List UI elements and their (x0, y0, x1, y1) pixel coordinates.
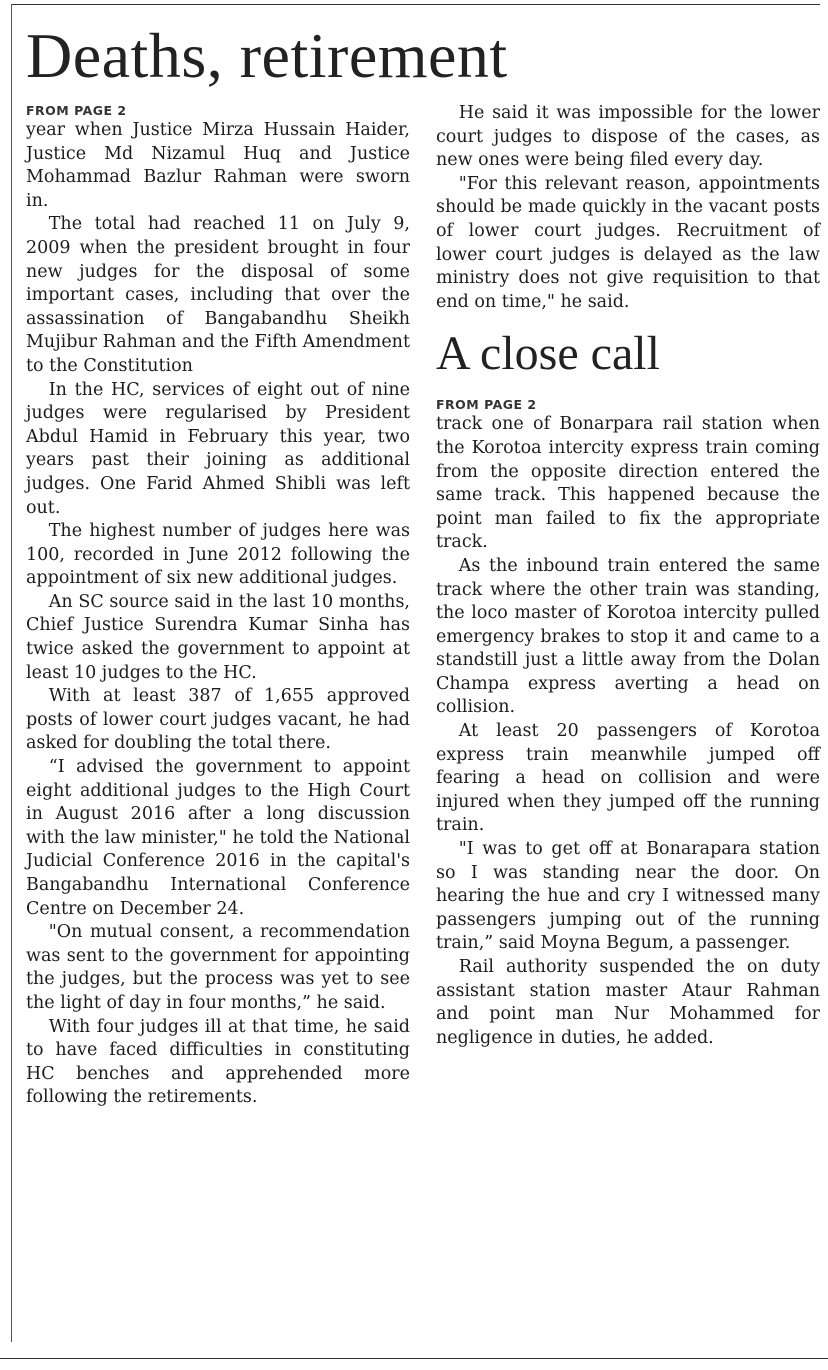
left-column-rule (11, 4, 12, 1342)
deaths-paragraph: With at least 387 of 1,655 approved posts of lower court judges vacant, he had asked for doubling the total there. (26, 686, 410, 754)
close-call-paragraph: "I was to get off at Bonarapara station so I was standing near the door. On hearing the hue and cry I witnessed many passengers jumping out of the running train,” said Moyna Begum, a passenger. (436, 839, 820, 954)
close-call-paragraph: As the inbound train entered the same track where the other train was standing, the loco master of Korotoa intercity pulled emergency brakes to stop it and came to a standstill just a little away from the Dolan Champa express averting a head on collision. (436, 555, 820, 718)
article-column-1 (26, 102, 410, 1110)
close-call-paragraph: At least 20 passengers of Korotoa express train meanwhile jumped off fearing a head on collision and were injured when they jumped off the running train. (436, 721, 820, 836)
top-rule (12, 4, 820, 5)
deaths-from-page-label: FROM PAGE 2 (26, 103, 127, 118)
deaths-paragraph: "On mutual consent, a recommendation was sent to the government for appointing the judges, but the process was yet to see the light of day in four months,” he said. (26, 922, 410, 1013)
deaths-paragraph: “I advised the government to appoint eight additional judges to the High Court in August 2016 after a long discussion with the law minister," he told the National Judicial Conference 2016 in the capital's Bangabandhu International Conference Centre on December 24. (26, 757, 410, 919)
deaths-paragraph: "For this relevant reason, appointments should be made quickly in the vacant posts of lower court judges. Recruitment of lower court judges is delayed as the law ministry does not give requisition to that end on time," he said. (436, 173, 820, 312)
deaths-paragraph: year when Justice Mirza Hussain Haider, Justice Md Nizamul Huq and Justice Mohammad Bazlur Rahman were sworn in. (26, 120, 410, 211)
deaths-paragraph: The highest number of judges here was 100, recorded in June 2012 following the appointment of six new additional judges. (26, 521, 410, 589)
close-call-paragraph: Rail authority suspended the on duty assistant station master Ataur Rahman and point man Nur Mohammed for negligence in duties, he added. (436, 957, 820, 1048)
close-call-paragraph: track one of Bonarpara rail station when the Korotoa intercity express train coming from the opposite direction entered the same track. This happened because the point man failed to fix the appropriate track. (436, 414, 820, 553)
deaths-paragraph: With four judges ill at that time, he said to have faced difficulties in constituting HC benches and apprehended more following the retirements. (26, 1016, 410, 1108)
deaths-paragraph: The total had reached 11 on July 9, 2009 when the president brought in four new judges for the disposal of some important cases, including that over the assassination of Bangabandhu Sheikh Mujibur Rahman and the Fifth Amendment to the Constitution (26, 214, 410, 376)
close-call-headline: A close call (436, 327, 660, 381)
close-call-from-page-label: FROM PAGE 2 (436, 397, 537, 413)
article-column-2 (436, 102, 820, 1050)
deaths-paragraph: An SC source said in the last 10 months, Chief Justice Surendra Kumar Sinha has twice asked the government to appoint at least 10 judges to the HC. (26, 591, 410, 683)
deaths-paragraph: He said it was impossible for the lower court judges to dispose of the cases, as new ones were being filed every day. (436, 103, 820, 171)
deaths-retirement-headline: Deaths, retirement (26, 20, 508, 91)
deaths-paragraph: In the HC, services of eight out of nine judges were regularised by President Abdul Hamid in February this year, two years past their joining as additional judges. One Farid Ahmed Shibli was left out. (26, 379, 410, 518)
bottom-rule (0, 1358, 828, 1359)
